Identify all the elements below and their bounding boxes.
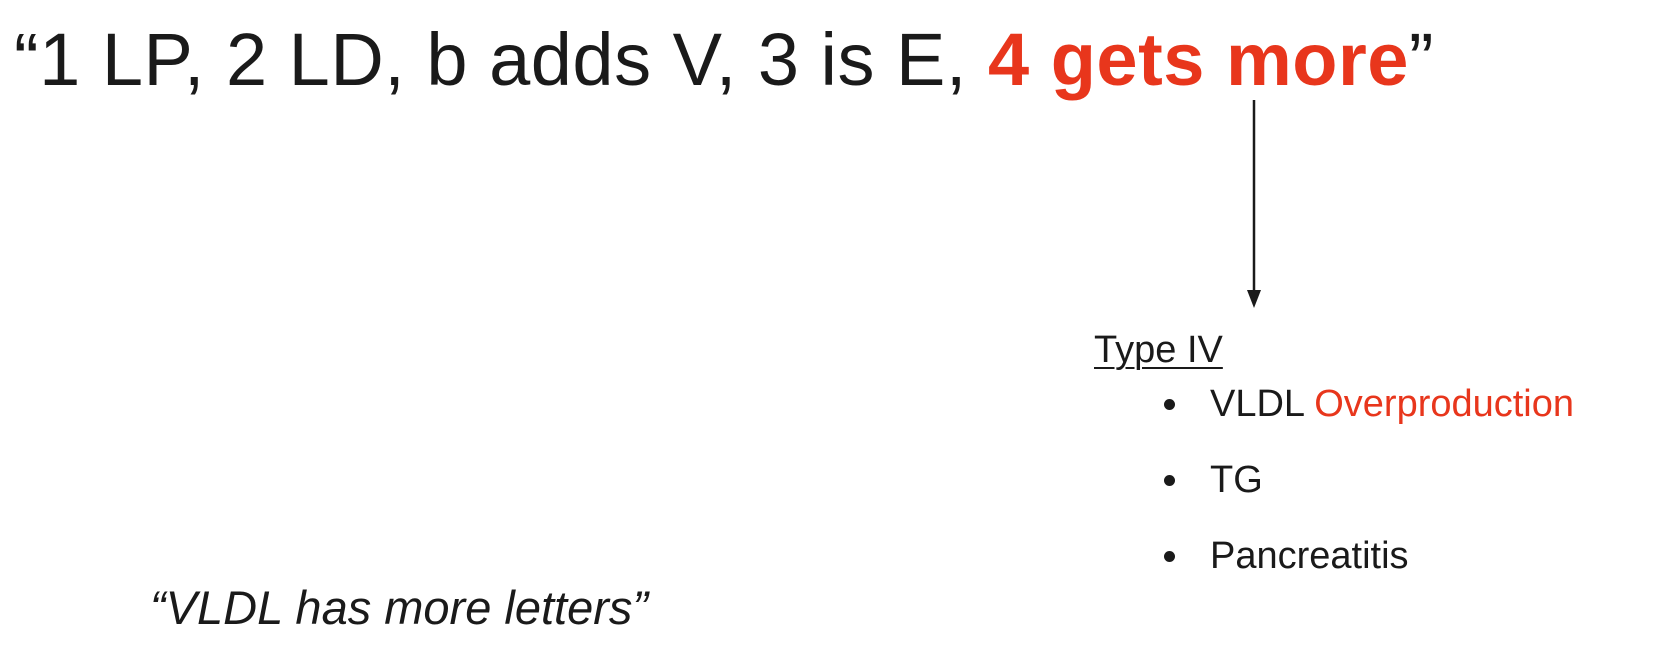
bullet-dot-icon (1164, 399, 1175, 410)
bullet-dot-icon (1164, 475, 1175, 486)
bullet-text: TG (1210, 459, 1263, 501)
bullet-item (1094, 537, 1574, 575)
bullet-text: Pancreatitis (1210, 535, 1409, 577)
bullet-item (1094, 385, 1574, 423)
type-iv-section (1094, 325, 1574, 575)
bullet-item (1094, 461, 1574, 499)
mnemonic-text: 1 LP, 2 LD, b adds V, 3 is E, (39, 18, 989, 101)
bullet-list (1094, 385, 1574, 575)
mnemonic-title (14, 10, 1434, 110)
bullet-accent-text: Overproduction (1314, 383, 1575, 425)
bullet-dot-icon (1164, 551, 1175, 562)
bullet-text: VLDL (1210, 383, 1304, 425)
down-arrow-icon (1244, 100, 1264, 310)
type-heading: Type IV (1094, 329, 1223, 371)
mnemonic-close-quote: ” (1408, 18, 1435, 101)
mnemonic-highlight: 4 gets more (988, 18, 1409, 101)
mnemonic-open-quote: “ (14, 18, 40, 101)
footnote-quote: “VLDL has more letters” (150, 581, 649, 634)
